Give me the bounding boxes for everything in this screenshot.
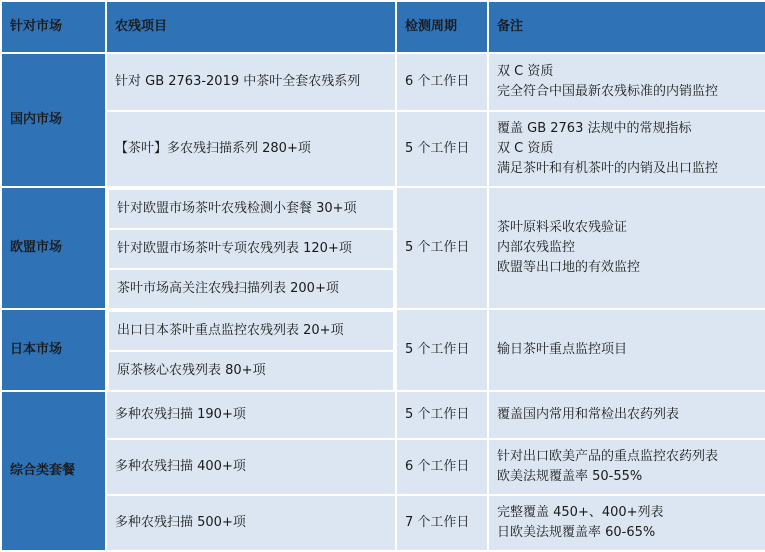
note-cell <box>488 187 765 309</box>
item-cell <box>106 53 396 111</box>
note-line: 输日茶叶重点监控项目 <box>497 341 628 357</box>
item-line: 多种农残扫描 500+项 <box>115 514 246 530</box>
item-cell-group <box>106 187 396 309</box>
note-line: 覆盖国内常用和常检出农药列表 <box>497 406 680 422</box>
item-line: 【茶叶】多农残扫描系列 280+项 <box>115 140 311 156</box>
cycle-cell: 5 个工作日 <box>396 187 488 309</box>
market-cell-comprehensive: 综合类套餐 <box>1 391 106 551</box>
item-line: 针对欧盟市场茶叶专项农残列表 120+项 <box>108 229 394 269</box>
note-cell <box>488 439 765 495</box>
note-line: 日欧美法规覆盖率 60-65% <box>497 525 656 540</box>
note-line: 完全符合中国最新农残标准的内销监控 <box>497 84 719 99</box>
cycle-cell: 5 个工作日 <box>396 309 488 391</box>
note-line: 双 C 资质 <box>497 63 554 79</box>
item-line: 多种农残扫描 190+项 <box>115 406 246 422</box>
item-line: 针对 GB 2763-2019 中茶叶全套农残系列 <box>115 73 361 89</box>
note-line: 双 C 资质 <box>497 140 554 156</box>
column-header-item: 农残项目 <box>106 1 396 53</box>
table-row <box>1 53 765 111</box>
note-line: 茶叶原料采收农残验证 <box>497 219 628 235</box>
cycle-cell: 6 个工作日 <box>396 53 488 111</box>
column-header-market: 针对市场 <box>1 1 106 53</box>
cycle-cell: 6 个工作日 <box>396 439 488 495</box>
cycle-cell: 7 个工作日 <box>396 495 488 551</box>
note-line: 欧美法规覆盖率 50-55% <box>497 469 643 484</box>
note-line: 欧盟等出口地的有效监控 <box>497 260 641 276</box>
item-line: 茶叶市场高关注农残扫描列表 200+项 <box>108 269 394 308</box>
note-line: 针对出口欧美产品的重点监控农药列表 <box>497 448 719 464</box>
market-cell-eu: 欧盟市场 <box>1 187 106 309</box>
item-cell-group <box>106 309 396 391</box>
column-header-note: 备注 <box>488 1 765 53</box>
column-header-cycle: 检测周期 <box>396 1 488 53</box>
table-row <box>1 391 765 439</box>
note-cell <box>488 111 765 187</box>
note-cell <box>488 309 765 391</box>
table-header-row <box>1 1 765 53</box>
item-cell <box>106 111 396 187</box>
table-row <box>1 187 765 309</box>
table-row <box>1 495 765 551</box>
cycle-cell: 5 个工作日 <box>396 111 488 187</box>
table-row <box>1 111 765 187</box>
note-line: 满足茶叶和有机茶叶的内销及出口监控 <box>497 161 719 177</box>
note-cell <box>488 495 765 551</box>
note-line: 完整覆盖 450+、400+列表 <box>497 504 664 520</box>
note-line: 覆盖 GB 2763 法规中的常规指标 <box>497 120 692 136</box>
note-cell <box>488 53 765 111</box>
table-row <box>1 309 765 391</box>
market-cell-japan: 日本市场 <box>1 309 106 391</box>
item-cell <box>106 439 396 495</box>
item-line: 针对欧盟市场茶叶农残检测小套餐 30+项 <box>108 189 394 229</box>
market-cell-domestic: 国内市场 <box>1 53 106 187</box>
note-cell <box>488 391 765 439</box>
table-row <box>1 439 765 495</box>
item-cell <box>106 495 396 551</box>
item-cell <box>106 391 396 439</box>
item-line: 原茶核心农残列表 80+项 <box>108 351 394 390</box>
note-line: 内部农残监控 <box>497 239 576 255</box>
item-line: 出口日本茶叶重点监控农残列表 20+项 <box>108 311 394 351</box>
item-line: 多种农残扫描 400+项 <box>115 458 246 474</box>
cycle-cell: 5 个工作日 <box>396 391 488 439</box>
